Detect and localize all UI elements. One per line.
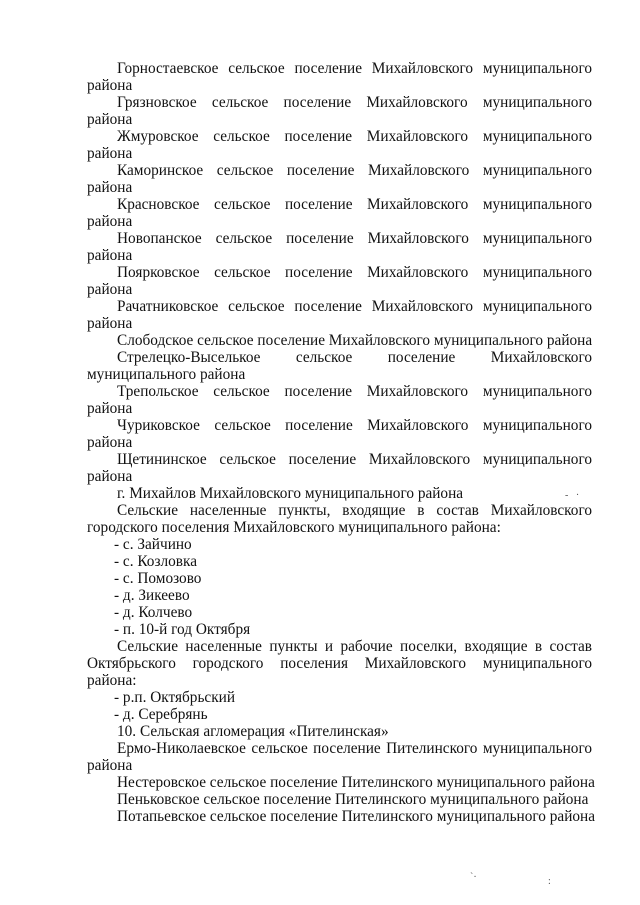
list-item: - д. Серебрянь	[114, 706, 208, 723]
settlement-paragraph: Красновское сельское поселение Михайловского муниципального района	[87, 196, 592, 230]
settlement-paragraph: Щетининское сельское поселение Михайловского муниципального района	[87, 451, 592, 485]
settlement-paragraph: Ермо-Николаевское сельское поселение Пителинского муниципального района	[87, 740, 592, 774]
list-item: - п. 10-й год Октября	[114, 621, 251, 638]
list-item: - с. Зайчино	[114, 536, 192, 553]
document-body	[87, 60, 596, 825]
list-item: - с. Козловка	[114, 553, 197, 570]
scan-speck-mark: - ·	[565, 490, 580, 501]
settlement-paragraph: Нестеровское сельское поселение Пителинского муниципального района	[117, 774, 595, 791]
mikhailov-intro: Сельские населенные пункты, входящие в состав Михайловского городского поселения Михайловского муниципального района:	[87, 502, 592, 536]
settlement-paragraph: Слободское сельское поселение Михайловского муниципального района	[117, 332, 593, 349]
settlement-paragraph: Рачатниковское сельское поселение Михайловского муниципального района	[87, 298, 592, 332]
settlement-paragraph: Стрелецко-Выселькое сельское поселение Михайловского муниципального района	[87, 349, 592, 383]
scan-speck-mark: :	[548, 876, 551, 887]
settlement-paragraph: Грязновское сельское поселение Михайловского муниципального района	[87, 94, 592, 128]
settlement-paragraph: Жмуровское сельское поселение Михайловского муниципального района	[87, 128, 592, 162]
settlement-paragraph: Потапьевское сельское поселение Пителинского муниципального района	[117, 808, 596, 825]
settlement-paragraph: г. Михайлов Михайловского муниципального района	[117, 485, 464, 502]
list-item: - д. Зикеево	[114, 587, 190, 604]
list-item: - д. Колчево	[114, 604, 193, 621]
settlement-paragraph: Чуриковское сельское поселение Михайловского муниципального района	[87, 417, 592, 451]
scan-speck-mark: `·	[470, 872, 477, 883]
list-item: - с. Помозово	[114, 570, 202, 587]
settlement-paragraph: Пеньковское сельское поселение Пителинского муниципального района	[117, 791, 589, 808]
settlement-paragraph: Поярковское сельское поселение Михайловского муниципального района	[87, 264, 592, 298]
settlement-paragraph: Каморинское сельское поселение Михайловского муниципального района	[87, 162, 592, 196]
settlement-paragraph: Горностаевское сельское поселение Михайловского муниципального района	[87, 60, 592, 94]
section-heading: 10. Сельская агломерация «Пителинская»	[117, 723, 389, 740]
oktyabr-intro: Сельские населенные пункты и рабочие поселки, входящие в состав Октябрьского городского поселения Михайловского муниципального района:	[87, 638, 592, 689]
settlement-paragraph: Трепольское сельское поселение Михайловского муниципального района	[87, 383, 592, 417]
list-item: - р.п. Октябрьский	[114, 689, 236, 706]
settlement-paragraph: Новопанское сельское поселение Михайловского муниципального района	[87, 230, 592, 264]
